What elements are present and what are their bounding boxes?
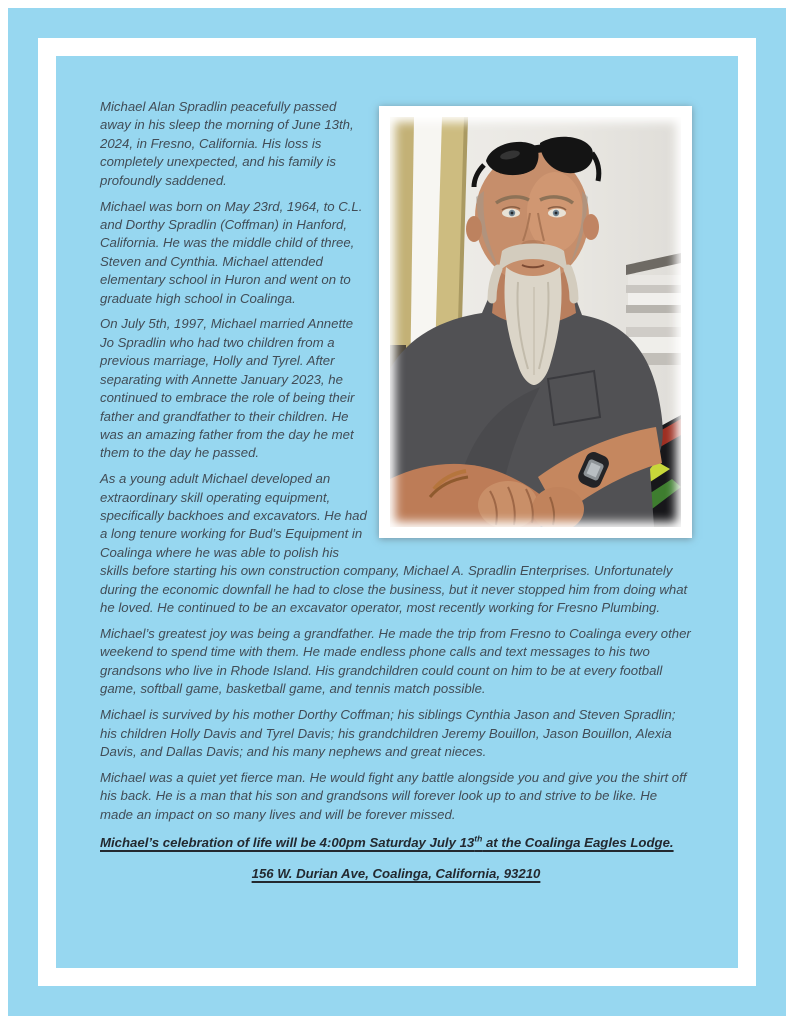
portrait-illustration [390, 117, 681, 527]
obituary-paragraph-birth: Michael was born on May 23rd, 1964, to C.L. and Dorthy Spradlin (Coffman) in Hanford, California. He was the middle child of three, Steven and Cynthia. Michael attended elementary school in Huron and went on to graduate high school in Coalinga. [100, 198, 363, 306]
obituary-paragraph-marriage: On July 5th, 1997, Michael married Annette Jo Spradlin who had two children from a previous marriage, Holly and Tyrel. After separating with Annette January 2023, he continued to embrace the role of being their father and grandfather to their children. He was an amazing father from the day he met them to the day he passed. [100, 316, 355, 461]
white-frame-ring [38, 38, 756, 986]
obituary-content [56, 56, 738, 968]
celebration-text-after-superscript: at the Coalinga Eagles Lodge. [482, 835, 674, 851]
obituary-paragraph-grandfather: Michael’s greatest joy was being a grandfather. He made the trip from Fresno to Coalinga every other weekend to spend time with them. He made endless phone calls and text messages to his two grandsons who live in Rhode Island. His grandchildren could count on him to be at every football game, softball game, basketball game, and tennis match possible. [100, 625, 691, 697]
celebration-of-life-line [100, 834, 692, 852]
obituary-paragraph-career: As a young adult Michael developed an extraordinary skill operating equipment, specifically backhoes and excavators. He had a long tenure working for Bud’s Equipment in Coalinga where he was able to polish his skills before starting his own construction company, Michael A. Spradlin Enterprises. Unfortunately during the economic downfall he had to close the business, but it never stopped him from doing what he loved. He continued to be an excavator operator, most recently working for Fresno Plumbing. [100, 471, 688, 616]
obituary-paragraph-character: Michael was a quiet yet fierce man. He would fight any battle alongside you and give you the shirt off his back. He is a man that his son and grandsons will forever look up to and strive to be like. He made an impact on so many lives and will be forever missed. [100, 769, 687, 822]
portrait-photo [379, 106, 692, 538]
address-line: 156 W. Durian Ave, Coalinga, California, 93210 [251, 866, 541, 882]
outer-blue-band [8, 8, 786, 1016]
ordinal-superscript: th [474, 833, 483, 844]
portrait-photo-image [390, 117, 681, 527]
obituary-paragraph-survivors: Michael is survived by his mother Dorthy Coffman; his siblings Cynthia Jason and Steven Spradlin; his children Holly Davis and Tyrel Davis; his grandchildren Jeremy Bouillon, Jason Bouillon, Alexia Davis, and Dallas Davis; and his many nephews and great nieces. [100, 707, 676, 759]
obituary-paragraph-passing: Michael Alan Spradlin peacefully passed away in his sleep the morning of June 13th, 2024, in Fresno, California. His loss is completely unexpected, and his family is profoundly saddened. [100, 99, 354, 188]
celebration-text-before-superscript: Michael’s celebration of life will be 4:00pm Saturday July 13 [100, 835, 475, 851]
